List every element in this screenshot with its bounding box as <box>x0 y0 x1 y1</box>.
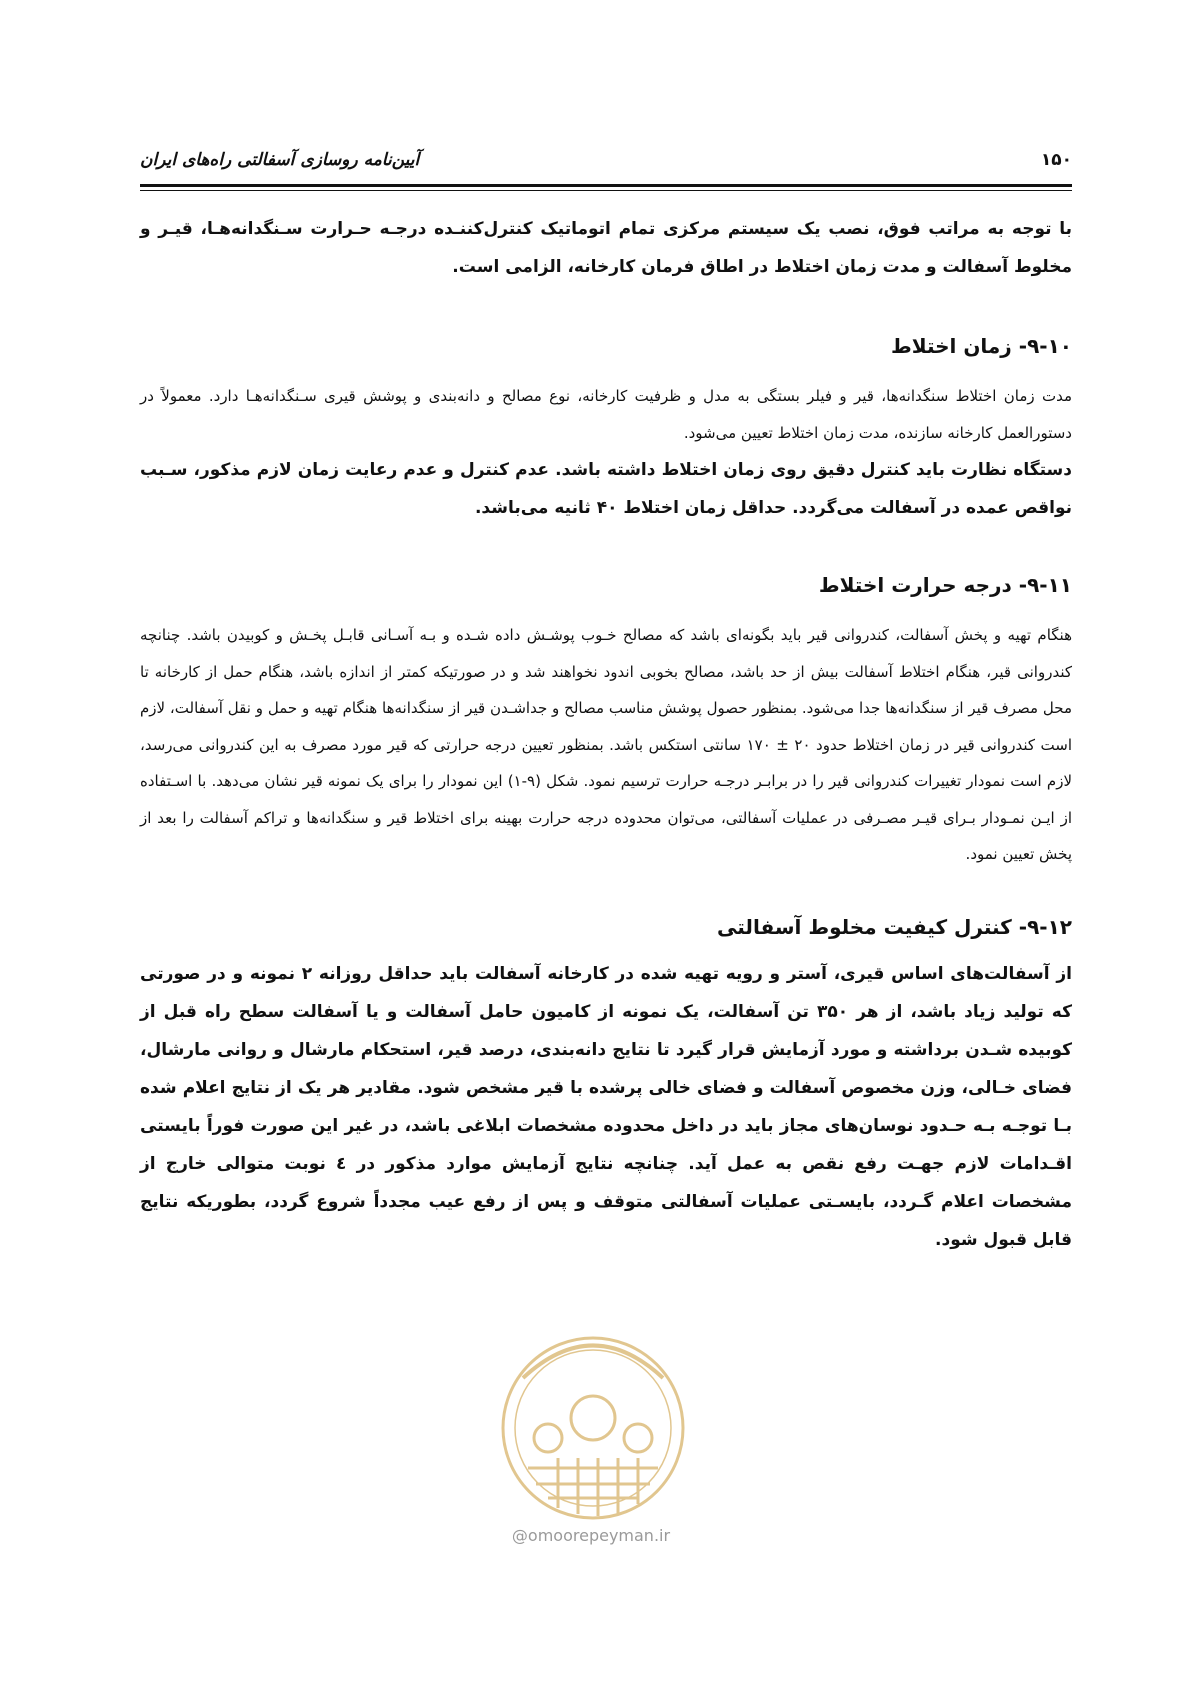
section-body-mixing-time: مدت زمان اختلاط سنگدانه‌ها، قیر و فیلر بستگی به مدل و ظرفیت کارخانه، نوع مصالح و دانه‌بندی و پوشش قیری سـنگدانه‌هـا دارد. معمولاً در دستورالعمل کارخانه سازنده، مدت زمان اختلاط تعیین می‌شود. <box>140 387 1072 442</box>
page-number: ۱۵۰ <box>1040 150 1072 170</box>
page-content <box>140 210 1072 1259</box>
section-heading-quality-control: ۹-۱۲- کنترل کیفیت مخلوط آسفالتی <box>717 914 1072 939</box>
running-header <box>140 142 1072 180</box>
section-bold-body-quality-control: از آسفالت‌های اساس قیری، آستر و رویه تهیه شده در کارخانه آسفالت باید حداقل روزانه ۲ نمونه و در صورتی که تولید زیاد باشد، از هر ۳۵۰ تن آسفالت، یک نمونه از کامیون حامل آسفالت و یا آسفالت سطح راه قبل از کوبیده شـدن برداشته و مورد آزمایش قرار گیرد تا نتایج دانه‌بندی، درصد قیر، استحکام مارشال و روانی مارشال، فضای خـالی، وزن مخصوص آسفالت و فضای خالی پرشده با قیر مشخص شود. مقادیر هر یک از نتایج اعلام شده بـا توجـه بـه حـدود نوسان‌های مجاز باید در داخل محدوده مشخصات ابلاغی باشد، در غیر این صورت فوراً بایستی اقـدامات لازم جهـت رفع نقص به عمل آید. چنانچه نتایج آزمایش موارد مذکور در ٤ نوبت متوالی خارج از مشخصات اعلام گـردد، بایسـتی عملیات آسفالتی متوقف و پس از رفع عیب مجدداً شروع گردد، بطوریکه نتایج قابل قبول شود. <box>140 963 1072 1250</box>
section-body-mixing-temperature: هنگام تهیه و پخش آسفالت، کندروانی قیر باید بگونه‌ای باشد که مصالح خـوب پوشـش داده شـده و بـه آسـانی قابـل پخـش و کوبیدن باشد. چنانچه کندروانی قیر، هنگام اختلاط آسفالت بیش از حد باشد، مصالح بخوبی اندود نخواهند شد و در صورتیکه کمتر از اندازه باشد، هنگام حمل از کارخانه تا محل مصرف قیر از سنگدانه‌ها جدا می‌شود. بمنظور حصول پوشش مناسب مصالح و جداشـدن قیر از سنگدانه‌ها هنگام تهیه و حمل و نقل آسفالت، لازم است کندروانی قیر در زمان اختلاط حدود ۲۰ ± ۱۷۰ سانتی استکس باشد. بمنظور تعیین درجه حرارتی که قیر مورد مصرف به این کندروانی می‌رسد، لازم است نمودار تغییرات کندروانی قیر را در برابـر درجـه حرارت ترسیم نمود. شکل (۹-۱) این نمودار را برای یک نمونه قیر نشان می‌دهد. با اسـتفاده از ایـن نمـودار بـرای قیـر مصـرفی در عملیات آسفالتی، می‌توان محدوده درجه حرارت بهینه برای اختلاط قیر و سنگدانه‌ها و تراکم آسفالت را بعد از پخش تعیین نمود. <box>140 626 1073 863</box>
section-bold-body-mixing-time: دستگاه نظارت باید کنترل دقیق روی زمان اختلاط داشته باشد. عدم کنترل و عدم رعایت زمان لازم مذکور، سـبب نواقص عمده در آسفالت می‌گردد. حداقل زمان اختلاط ۴۰ ثانیه می‌باشد. <box>140 460 1072 518</box>
header-rule-thin <box>140 190 1072 191</box>
section-heading-mixing-time: ۹-۱۰- زمان اختلاط <box>890 334 1072 358</box>
header-rule <box>140 184 1072 187</box>
watermark-seal-logo <box>488 1318 698 1548</box>
watermark-url: @omoorepeyman.ir <box>511 1526 671 1545</box>
running-title: آیین‌نامه روسازی آسفالتی راه‌های ایران <box>140 150 420 170</box>
section-heading-mixing-temperature: ۹-۱۱- درجه حرارت اختلاط <box>818 573 1072 597</box>
intro-paragraph: با توجه به مراتب فوق، نصب یک سیستم مرکزی تمام اتوماتیک کنترل‌کننـده درجـه حـرارت سـنگدانه‌هـا، قیـر و مخلوط آسفالت و مدت زمان اختلاط در اطاق فرمان کارخانه، الزامی است. <box>140 219 1072 277</box>
